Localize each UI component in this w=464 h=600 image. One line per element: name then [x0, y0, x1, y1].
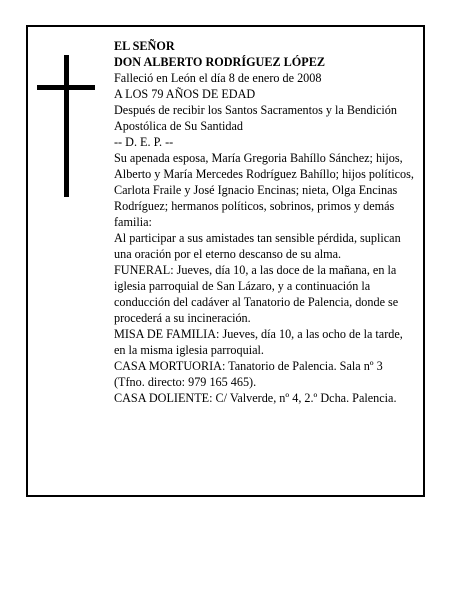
family-list: Su apenada esposa, María Gregoria Bahíllo Sánchez; hijos, Alberto y María Mercedes Rodríguez Bahíllo; hijos políticos, Carlota Fraile y José Ignacio Encinas; nieta, Olga Encinas Rodríguez; hermanos políticos, sobrinos, primos y demás familia:	[114, 151, 414, 229]
rip-line: -- D. E. P. --	[114, 135, 174, 149]
latin-cross-icon-bar	[37, 85, 95, 90]
funeral-home-info: CASA MORTUORIA: Tanatorio de Palencia. Sala nº 3 (Tfno. directo: 979 165 465).	[114, 359, 383, 389]
family-mass-info: MISA DE FAMILIA: Jueves, día 10, a las ocho de la tarde, en la misma iglesia parroquial.	[114, 327, 403, 357]
sacraments-note: Después de recibir los Santos Sacramentos y la Bendición Apostólica de Su Santidad	[114, 103, 397, 133]
heading-title: EL SEÑOR	[114, 39, 175, 53]
death-date: Falleció en León el día 8 de enero de 2008	[114, 71, 322, 85]
mourning-house-info: CASA DOLIENTE: C/ Valverde, nº 4, 2.º Dcha. Palencia.	[114, 391, 397, 405]
obituary-text	[114, 38, 414, 406]
prayer-request: Al participar a sus amistades tan sensible pérdida, suplican una oración por el eterno descanso de su alma.	[114, 231, 401, 261]
latin-cross-icon	[64, 55, 69, 197]
age: A LOS 79 AÑOS DE EDAD	[114, 87, 256, 101]
funeral-info: FUNERAL: Jueves, día 10, a las doce de la mañana, en la iglesia parroquial de San Lázaro, y a continuación la conducción del cadáver al Tanatorio de Palencia, donde se procederá a su incineración.	[114, 263, 399, 325]
deceased-name: DON ALBERTO RODRÍGUEZ LÓPEZ	[114, 55, 325, 69]
